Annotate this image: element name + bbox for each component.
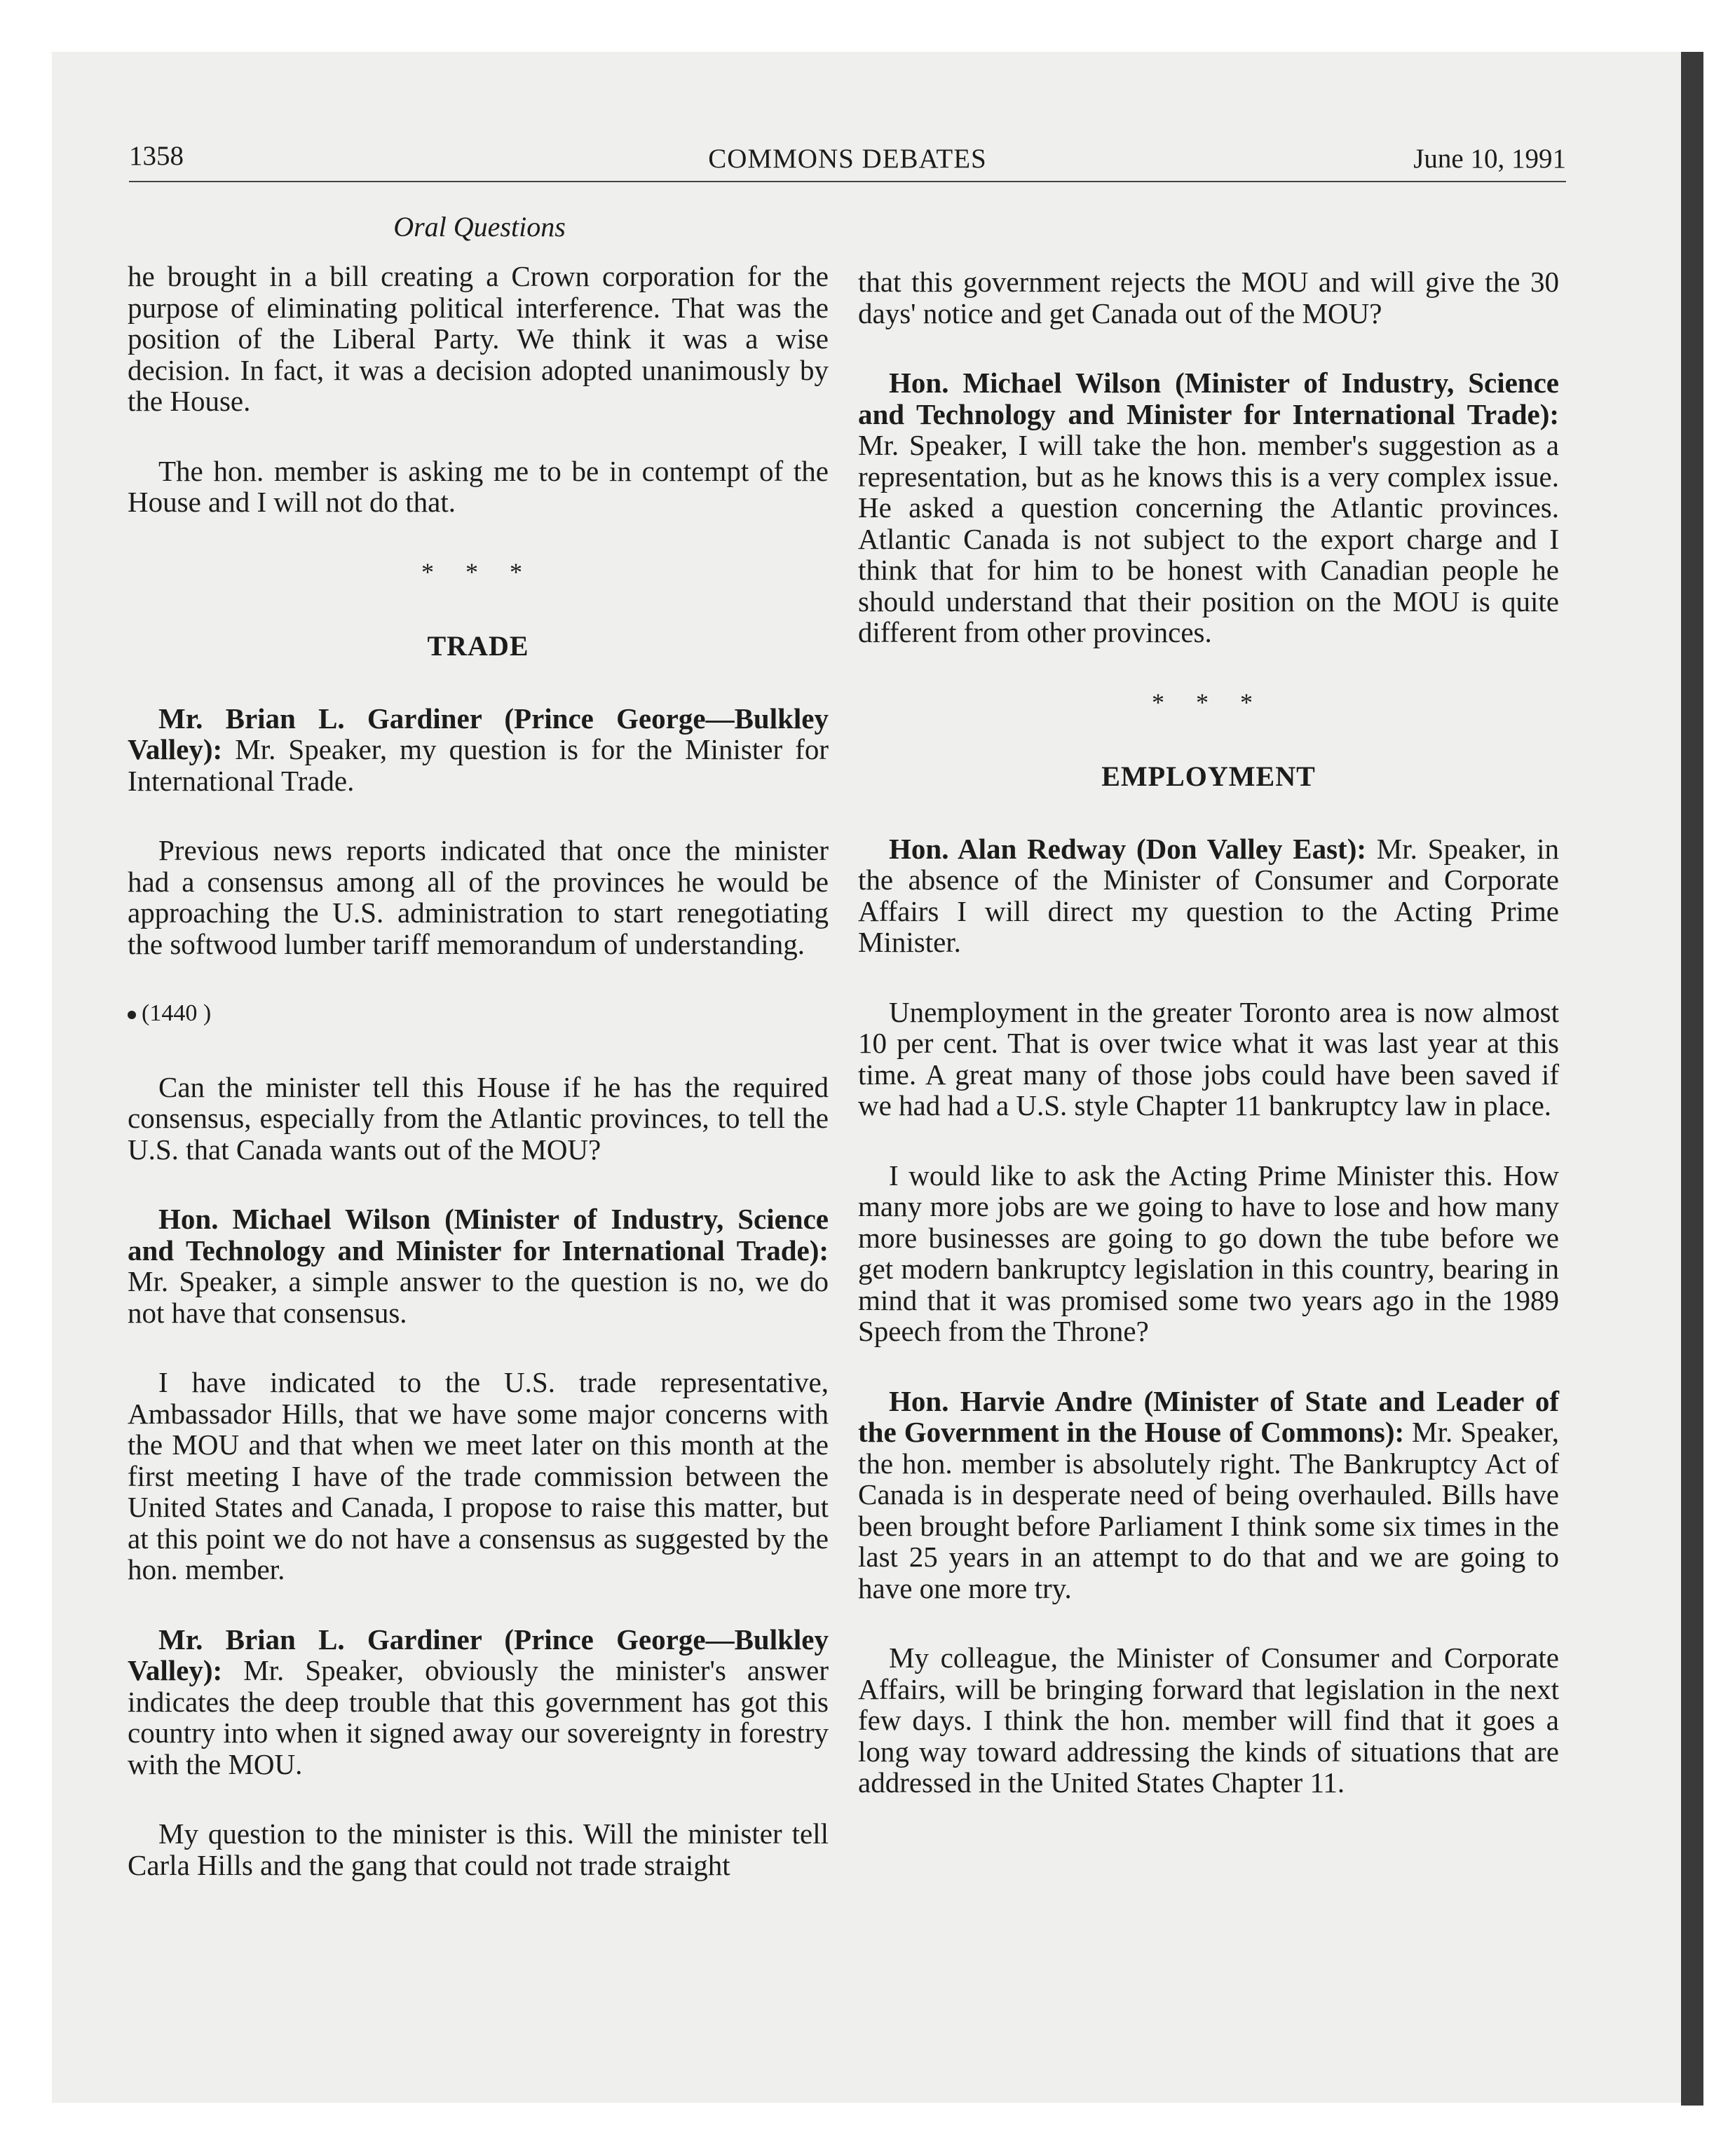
speech-text: Mr. Speaker, I will take the hon. member's suggestion as a representation, but as he knows this is a very complex issue. He asked a question concerning the Atlantic provinces. Atlantic Canada is not subject to the export charge and I think that for him to be honest with Canadian people he should understand that their position on the MOU is quite different from other provinces.: [858, 429, 1559, 648]
paragraph: [858, 367, 1559, 648]
speech-text: Mr. Speaker, my question is for the Minister for International Trade.: [128, 733, 829, 797]
paragraph: I would like to ask the Acting Prime Minister this. How many more jobs are we going to have to lose and how many more businesses are going to go down the tube before we get modern bankruptcy legislation in this country, bearing in mind that it was promised some two years ago in the 1989 Speech from the Throne?: [858, 1159, 1559, 1347]
paragraph: [128, 1203, 829, 1328]
speaker-name: Hon. Michael Wilson (Minister of Industry, Science and Technology and Minister for International Trade):: [128, 1203, 829, 1267]
section-separator: * * *: [421, 557, 535, 586]
publication-title: COMMONS DEBATES: [708, 144, 987, 174]
left-column: [128, 261, 829, 1919]
speaker-name: Mr. Brian L. Gardiner (Prince George—Bulkley Valley):: [128, 1623, 829, 1686]
bullet-icon: [128, 1011, 136, 1019]
speaker-name: Hon. Alan Redway (Don Valley East):: [889, 832, 1366, 865]
header-rule: [129, 181, 1566, 182]
section-separator: * * *: [1152, 688, 1265, 716]
paragraph: My colleague, the Minister of Consumer and Corporate Affairs, will be bringing forward that legislation in the next few days. I think the hon. member will find that it goes a long way toward addressing the kinds of situations that are addressed in the United States Chapter 11.: [858, 1642, 1559, 1799]
paragraph: that this government rejects the MOU and will give the 30 days' notice and get Canada out of the MOU?: [858, 266, 1559, 329]
publication-date: June 10, 1991: [1413, 144, 1566, 174]
paragraph: Can the minister tell this House if he has the required consensus, especially from the Atlantic provinces, to tell the U.S. that Canada wants out of the MOU?: [128, 1070, 829, 1166]
speech-text: Mr. Speaker, the hon. member is absolutely right. The Bankruptcy Act of Canada is in desperate need of being overhauled. Bills have been brought before Parliament I think some six times in the last 25 years in an attempt to do that and we are going to have one more try.: [858, 1416, 1559, 1604]
paragraph: Previous news reports indicated that once the minister had a consensus among all of the provinces he would be approaching the U.S. administration to start renegotiating the softwood lumber tariff memorandum of understanding.: [128, 834, 829, 960]
paragraph: he brought in a bill creating a Crown corporation for the purpose of eliminating political interference. That was the position of the Liberal Party. We think it was a wise decision. In fact, it was a decision adopted unanimously by the House.: [128, 260, 829, 417]
paragraph: My question to the minister is this. Will the minister tell Carla Hills and the gang that could not trade straight: [128, 1817, 829, 1881]
paragraph: [858, 833, 1559, 958]
speaker-name: Hon. Michael Wilson (Minister of Industry, Science and Technology and Minister for International Trade):: [858, 367, 1559, 430]
speaker-name: Hon. Harvie Andre (Minister of State and Leader of the Government in the House of Commons):: [858, 1384, 1559, 1448]
timestamp: (1440 ): [128, 998, 829, 1030]
speech-text: Mr. Speaker, a simple answer to the question is no, we do not have that consensus.: [128, 1265, 829, 1329]
running-head: [129, 136, 1566, 178]
right-column: [858, 266, 1559, 1837]
section-label: Oral Questions: [393, 211, 566, 243]
speaker-name: Mr. Brian L. Gardiner (Prince George—Bulkley Valley):: [128, 702, 829, 765]
paragraph: [128, 1624, 829, 1780]
paragraph: [128, 703, 829, 797]
speech-text: Mr. Speaker, in the absence of the Minister of Consumer and Corporate Affairs I will direct my question to the Acting Prime Minister.: [858, 832, 1559, 958]
paragraph: [858, 1386, 1559, 1604]
paragraph: I have indicated to the U.S. trade representative, Ambassador Hills, that we have some major concerns with the MOU and that when we meet later on this month at the first meeting I have of the trade commission between the United States and Canada, I propose to raise this matter, but at this point we do not have a consensus as suggested by the hon. member.: [128, 1366, 829, 1585]
section-heading-employment: EMPLOYMENT: [1101, 760, 1316, 792]
section-heading-trade: TRADE: [427, 630, 529, 662]
page-edge-shadow: [1681, 52, 1703, 2106]
page-number: 1358: [129, 141, 184, 171]
paragraph: The hon. member is asking me to be in contempt of the House and I will not do that.: [128, 454, 829, 518]
speech-text: Mr. Speaker, obviously the minister's answer indicates the deep trouble that this government has got this country into when it signed away our sovereignty in forestry with the MOU.: [128, 1654, 829, 1780]
paragraph: Unemployment in the greater Toronto area is now almost 10 per cent. That is over twice what it was last year at this time. A great many of those jobs could have been saved if we had had a U.S. style Chapter 11 bankruptcy law in place.: [858, 995, 1559, 1121]
